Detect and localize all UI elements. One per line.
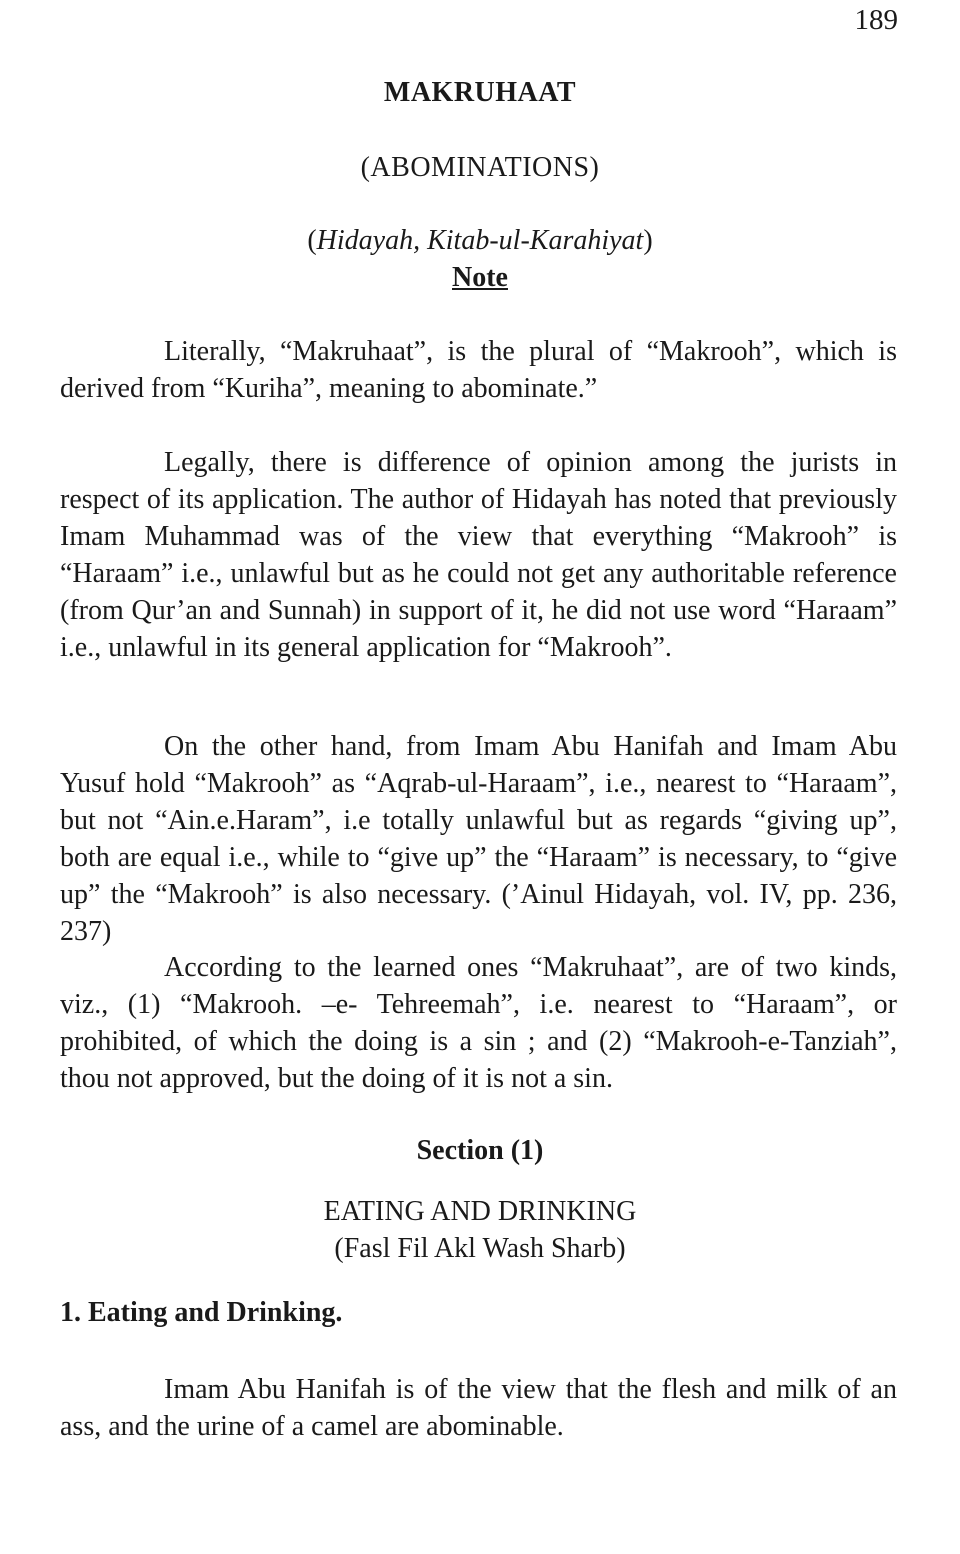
source-close-paren: ) [643, 225, 653, 256]
section-subtitle: (Fasl Fil Akl Wash Sharb) [334, 1233, 626, 1264]
item-heading: 1. Eating and Drinking. [60, 1297, 343, 1328]
paragraph-literal-meaning: Literally, “Makruhaat”, is the plural of “Makrooh”, which is derived from “Kuriha”, meaning to abominate.” [60, 336, 897, 404]
source-open-paren: ( [307, 225, 317, 256]
source-reference [0, 225, 960, 257]
paragraph-legal-opinion: Legally, there is difference of opinion among the jurists in respect of its application. The author of Hidayah has noted that previously Imam Muhammad was of the view that everything “Makrooh” is “Haraam” i.e., unlawful but as he could not get any authoritable reference (from Qur’an and Sunnah) in support of it, he did not use word “Haraam” i.e., unlawful in its general application for “Makrooh”. [60, 447, 897, 663]
section-heading: Section (1) [416, 1135, 544, 1166]
chapter-subtitle: (ABOMINATIONS) [360, 152, 600, 183]
section-title: EATING AND DRINKING [323, 1196, 637, 1227]
chapter-title: MAKRUHAAT [383, 77, 577, 108]
paragraph-abominable-items: Imam Abu Hanifah is of the view that the flesh and milk of an ass, and the urine of a camel are abominable. [60, 1374, 897, 1442]
source-text: Hidayah, Kitab-ul-Karahiyat [316, 225, 644, 256]
page-number: 189 [854, 4, 898, 36]
note-heading: Note [452, 262, 508, 293]
paragraph-two-kinds: According to the learned ones “Makruhaat”, are of two kinds, viz., (1) “Makrooh. –e- Tehreemah”, i.e. nearest to “Haraam”, or prohibited, of which the doing is a sin ; and (2) “Makrooh-e-Tanziah”, thou not approved, but the doing of it is not a sin. [60, 952, 897, 1094]
paragraph-other-view: On the other hand, from Imam Abu Hanifah and Imam Abu Yusuf hold “Makrooh” as “Aqrab-ul-Haraam”, i.e., nearest to “Haraam”, but not “Ain.e.Haram”, i.e totally unlawful but as regards “giving up”, both are equal i.e., while to “give up” the “Haraam” is necessary, to “give up” the “Makrooh” is also necessary. (’Ainul Hidayah, vol. IV, pp. 236, 237) [60, 731, 897, 947]
